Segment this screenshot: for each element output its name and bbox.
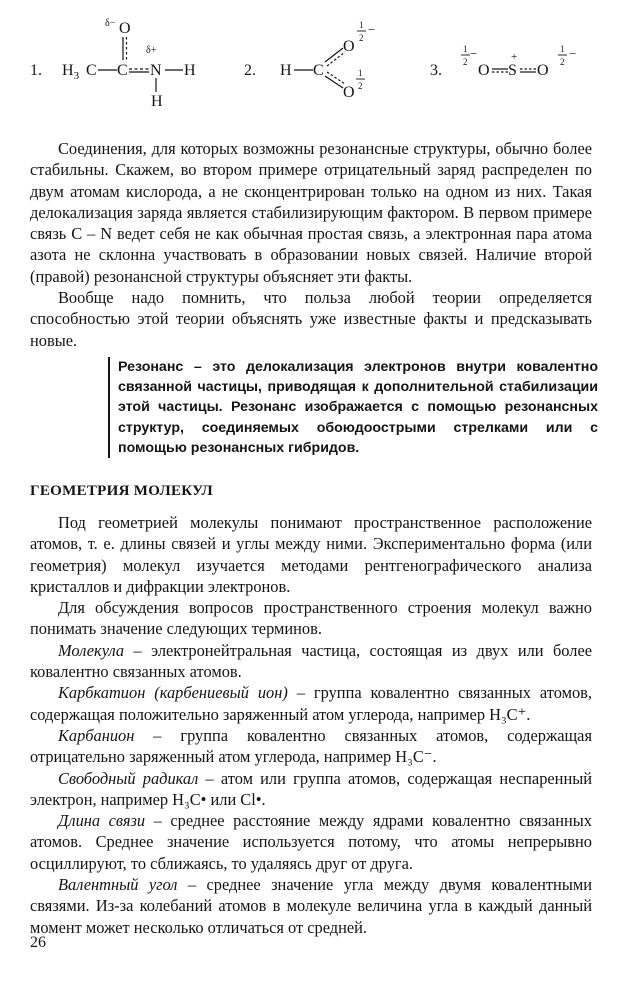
formula-1-h-bottom: H	[151, 93, 163, 110]
formula-drawing	[0, 0, 633, 120]
formula-2-o-bottom: O	[343, 84, 355, 101]
formula-1-h3: $H_3$	[62, 62, 80, 82]
term-label: Молекула	[58, 640, 125, 660]
formula-3-right-minus: −	[569, 46, 577, 61]
term-label: Карбкатион (карбениевый ион)	[58, 683, 288, 703]
formula-2-top-charge-den: 2	[359, 33, 364, 43]
formula-2-bond-bottom-partial	[327, 72, 345, 84]
formula-2-o-top: O	[343, 38, 355, 55]
formula-2-number: 2.	[244, 62, 256, 79]
resonance-definition-box: Резонанс – это делокализация электронов внутри ковалентно связанной частицы, приводящая к дополнительной стабилизации этой частицы. Резонанс изображается с помощью резонансных структур, соединяемых обоюдоострыми стрелками или с помощью резонансных гибридов.	[108, 357, 598, 458]
formula-2-top-charge-num: 1	[359, 20, 364, 30]
term-text: – группа ковалентно связанных атомов, содержащая отрицательно заряженный атом углерода, например H₃C⁻.	[30, 725, 592, 767]
formula-3-o-right: O	[537, 62, 549, 79]
formula-3-o-left: O	[478, 62, 490, 79]
resonance-formulas	[0, 0, 633, 120]
formula-2-bottom-charge-num: 1	[358, 68, 363, 78]
formula-3-left-charge-den: 2	[463, 57, 468, 67]
formula-2-top-minus: −	[368, 22, 376, 37]
definition-free-radical	[30, 768, 592, 811]
formula-2-c: C	[313, 62, 324, 79]
formula-3-s: S	[508, 62, 517, 79]
formula-1-o-charge: δ−	[105, 18, 116, 29]
formula-1-n-charge: δ+	[146, 45, 157, 56]
page-number: 26	[30, 934, 46, 951]
term-text: – среднее расстояние между ядрами ковалентно связанных атомов. Среднее значение используется потому, что атомы непрерывно осциллируют, то сближаясь, то удаляясь друг от друга.	[30, 811, 592, 873]
term-text: – группа ковалентно связанных атомов, содержащая положительно заряженный атом углерода, например H₃C⁺.	[30, 683, 592, 724]
paragraph-theory: Вообще надо помнить, что польза любой теории определяется способностью этой теории объяснять уже известные факты и предсказывать новые.	[30, 288, 592, 350]
term-label: Свободный радикал	[58, 768, 199, 788]
definition-carbocation	[30, 682, 592, 725]
paragraph-geometry-intro: Под геометрией молекулы понимают пространственное расположение атомов, т. е. длины связей и углы между ними. Экспериментально форма (или геометрия) молекул изучается методами рентгенографического анализа кристаллов и дифракции электронов.	[30, 513, 592, 596]
definition-bond-length	[30, 810, 592, 874]
formula-3-number: 3.	[430, 62, 442, 79]
section-heading: ГЕОМЕТРИЯ МОЛЕКУЛ	[30, 483, 213, 499]
formula-1-c2: C	[117, 62, 128, 79]
formula-3-left-charge-num: 1	[463, 44, 468, 54]
formula-3-plus: +	[511, 51, 518, 63]
formula-1-o: O	[119, 20, 131, 37]
paragraph-terms-intro: Для обсуждения вопросов пространственного строения молекул важно понимать значение следующих терминов.	[30, 598, 592, 639]
formula-3-left-minus: −	[470, 46, 478, 61]
formula-1-h-right: H	[184, 62, 196, 79]
formula-1-number: 1.	[30, 62, 42, 79]
formula-1-c1: C	[86, 62, 97, 79]
definition-molecule	[30, 640, 592, 683]
term-text: – среднее значение угла между двумя ковалентными связями. Из-за колебаний атомов в молекуле величина угла в каждый данный момент может несколько отличаться от средней.	[30, 875, 592, 937]
term-label: Карбанион	[58, 725, 135, 745]
formula-2-bond-bottom	[325, 76, 343, 88]
formula-2-bottom-charge-den: 2	[358, 81, 363, 91]
term-label: Длина связи	[58, 811, 146, 831]
formula-3-right-charge-den: 2	[560, 57, 565, 67]
term-text: – электронейтральная частица, состоящая из двух или более ковалентно связанных атомов.	[30, 640, 592, 682]
term-text: – атом или группа атомов, содержащая неспаренный электрон, например H₃C• или Cl•.	[30, 768, 592, 809]
formula-1-n: N	[150, 62, 162, 79]
geometry-section	[30, 512, 592, 938]
definition-bond-angle	[30, 874, 592, 938]
formula-2-h: H	[280, 62, 292, 79]
formula-3-right-charge-num: 1	[560, 44, 565, 54]
term-label: Валентный угол	[58, 875, 178, 895]
definition-carbanion	[30, 725, 592, 768]
resonance-text	[30, 138, 592, 351]
paragraph-stability: Соединения, для которых возможны резонансные структуры, обычно более стабильны. Скажем, во втором примере отрицательный заряд распределен по двум атомам кислорода, а не сконцентрирован только на одном из них. Такая делокализация заряда является стабилизирующим фактором. В первом примере связь C – N ведет себя не как обычная простая связь, а электронная пара атома азота не склонна участвовать в образовании новых связей. Наличие второй (правой) резонансной структуры объясняет эти факты.	[30, 139, 592, 286]
